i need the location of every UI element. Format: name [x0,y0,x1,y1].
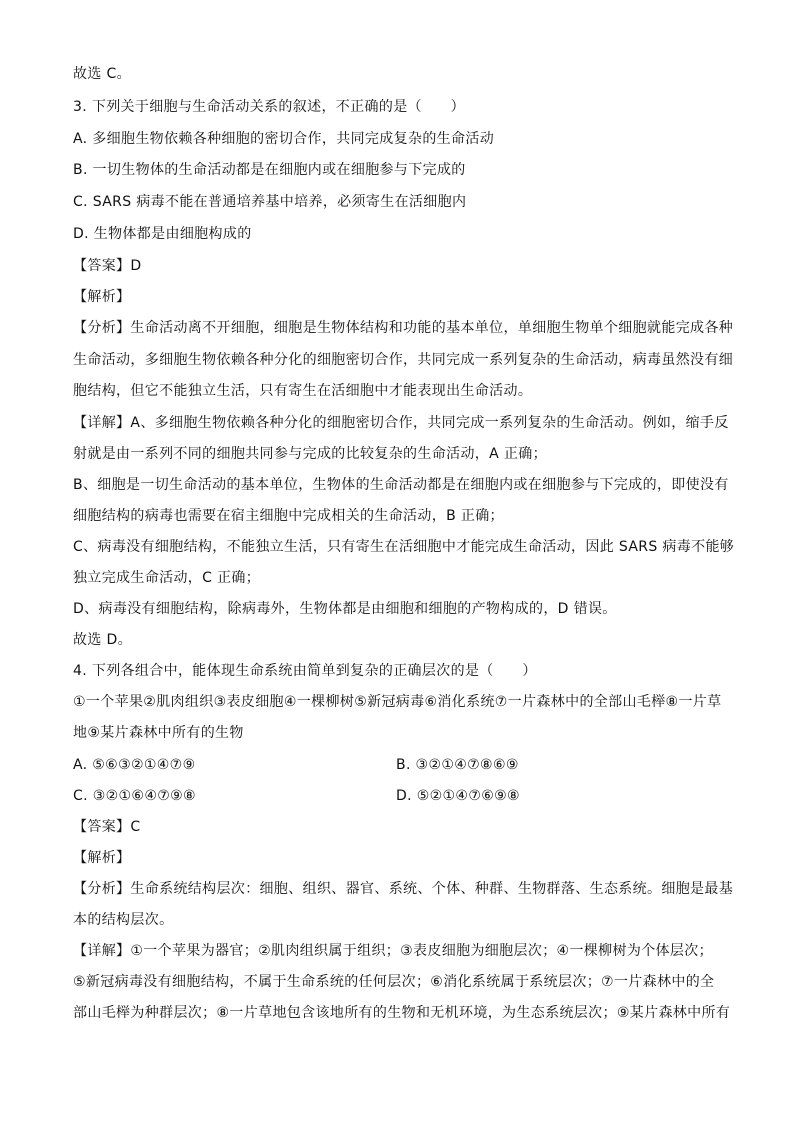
text-line: ①一个苹果②肌肉组织③表皮细胞④一棵柳树⑤新冠病毒⑥消化系统⑦一片森林中的全部山毛榉⑧一片草 [73,694,722,710]
text-line: 生命活动，多细胞生物依赖各种分化的细胞密切合作，共同完成一系列复杂的生命活动，病毒虽然没有细 [73,352,734,368]
question-4-stem: 4. 下列各组合中，能体现生命系统由简单到复杂的正确层次的是（ ） [73,663,537,679]
text-line: 独立完成生命活动，C 正确； [73,570,261,586]
text-line: 射就是由一系列不同的细胞共同参与完成的比较复杂的生命活动，A 正确； [73,446,547,462]
text-line: 本的结构层次。 [73,912,174,928]
answer-label: 【答案】D [73,258,142,274]
question-4-option-a: A. ⑤⑥③②①④⑦⑨ [73,757,196,773]
analysis-label: 【解析】 [73,289,131,305]
text-line: B、细胞是一切生命活动的基本单位，生物体的生命活动都是在细胞内或在细胞参与下完成的，即使没有 [73,477,729,493]
question-3-option-a: A. 多细胞生物依赖各种细胞的密切合作，共同完成复杂的生命活动 [73,131,495,147]
text-line: ⑤新冠病毒没有细胞结构，不属于生命系统的任何层次；⑥消化系统属于系统层次；⑦一片森林中的全 [73,974,715,990]
analysis-label: 【解析】 [73,850,131,866]
text-line: 胞结构，但它不能独立生活，只有寄生在活细胞中才能表现出生命活动。 [73,383,533,399]
question-3-option-d: D. 生物体都是由细胞构成的 [73,226,252,242]
text-line: 【详解】A、多细胞生物依赖各种分化的细胞密切合作，共同完成一系列复杂的生命活动。例如，缩手反 [73,415,729,431]
answer-label: 【答案】C [73,819,141,835]
text-line: 故选 D。 [73,632,132,648]
text-line: 部山毛榉为种群层次；⑧一片草地包含该地所有的生物和无机环境，为生态系统层次；⑨某片森林中所有 [73,1005,731,1021]
text-line: 【分析】生命系统结构层次：细胞、组织、器官、系统、个体、种群、生物群落、生态系统。细胞是最基 [73,881,734,897]
text-line: 细胞结构的病毒也需要在宿主细胞中完成相关的生命活动，B 正确； [73,508,504,524]
text-line: 故选 C。 [73,66,131,82]
text-line: 【分析】生命活动离不开细胞，细胞是生物体结构和功能的基本单位，单细胞生物单个细胞就能完成各种 [73,320,734,336]
question-3-stem: 3. 下列关于细胞与生命活动关系的叙述，不正确的是（ ） [73,99,465,115]
text-line: D、病毒没有细胞结构，除病毒外，生物体都是由细胞和细胞的产物构成的，D 错误。 [73,601,617,617]
question-4-option-b: B. ③②①④⑦⑧⑥⑨ [396,757,519,773]
question-4-option-c: C. ③②①⑥④⑦⑨⑧ [73,788,196,804]
question-3-option-b: B. 一切生物体的生命活动都是在细胞内或在细胞参与下完成的 [73,162,466,178]
question-4-option-d: D. ⑤②①④⑦⑥⑨⑧ [396,788,520,804]
question-3-option-c: C. SARS 病毒不能在普通培养基中培养，必须寄生在活细胞内 [73,194,467,210]
text-line: 【详解】①一个苹果为器官；②肌肉组织属于组织；③表皮细胞为细胞层次；④一棵柳树为个体层次； [73,943,713,959]
text-line: 地⑨某片森林中所有的生物 [73,725,244,741]
text-line: C、病毒没有细胞结构，不能独立生活，只有寄生在活细胞中才能完成生命活动，因此 SARS 病毒不能够 [73,539,735,555]
